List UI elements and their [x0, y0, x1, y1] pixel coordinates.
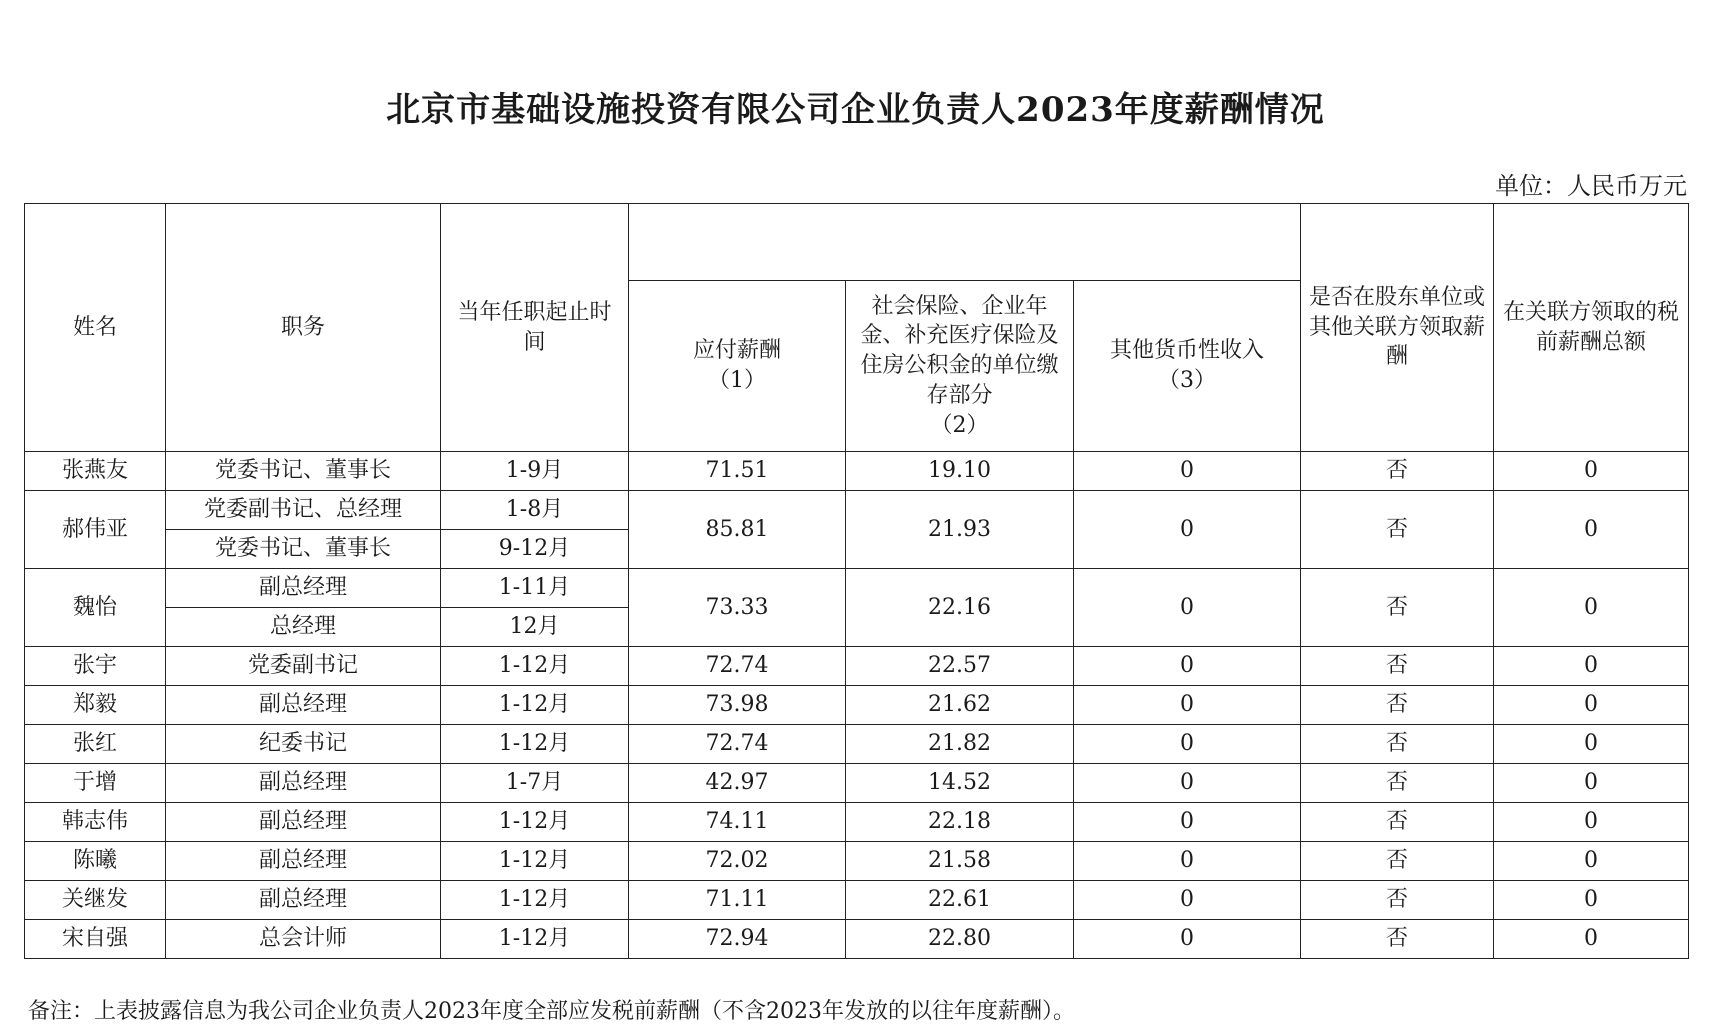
cell-social: 21.58	[846, 842, 1074, 881]
header-other: 其他货币性收入 （3）	[1074, 281, 1301, 452]
unit-label: 单位：人民币万元	[1495, 172, 1687, 200]
cell-related-total: 0	[1494, 725, 1689, 764]
cell-payable: 71.51	[629, 452, 846, 491]
cell-payable: 72.74	[629, 647, 846, 686]
table-row	[25, 764, 1689, 803]
header-payable: 应付薪酬 （1）	[629, 281, 846, 452]
cell-name: 张红	[25, 725, 166, 764]
cell-other: 0	[1074, 491, 1301, 569]
header-row-top	[25, 204, 1689, 281]
cell-position: 党委书记、董事长	[166, 530, 441, 569]
cell-period: 1-12月	[441, 803, 629, 842]
cell-period: 1-9月	[441, 452, 629, 491]
cell-name: 郑毅	[25, 686, 166, 725]
cell-period: 9-12月	[441, 530, 629, 569]
cell-period: 1-8月	[441, 491, 629, 530]
cell-period: 1-11月	[441, 569, 629, 608]
footnote: 备注：上表披露信息为我公司企业负责人2023年度全部应发税前薪酬（不含2023年发放的以往年度薪酬）。	[28, 999, 1075, 1024]
cell-social: 22.16	[846, 569, 1074, 647]
cell-shareholder: 否	[1301, 491, 1494, 569]
cell-shareholder: 否	[1301, 725, 1494, 764]
cell-name: 关继发	[25, 881, 166, 920]
table-row	[25, 452, 1689, 491]
table-row	[25, 920, 1689, 959]
cell-related-total: 0	[1494, 647, 1689, 686]
cell-name: 张燕友	[25, 452, 166, 491]
cell-social: 22.80	[846, 920, 1074, 959]
header-social: 社会保险、企业年金、补充医疗保险及住房公积金的单位缴存部分 （2）	[846, 281, 1074, 452]
cell-name: 魏怡	[25, 569, 166, 647]
cell-other: 0	[1074, 881, 1301, 920]
cell-payable: 85.81	[629, 491, 846, 569]
cell-position: 纪委书记	[166, 725, 441, 764]
table-row	[25, 842, 1689, 881]
cell-payable: 73.33	[629, 569, 846, 647]
cell-position: 党委副书记	[166, 647, 441, 686]
cell-payable: 72.94	[629, 920, 846, 959]
cell-position: 党委副书记、总经理	[166, 491, 441, 530]
cell-payable: 72.02	[629, 842, 846, 881]
cell-related-total: 0	[1494, 920, 1689, 959]
cell-position: 副总经理	[166, 764, 441, 803]
header-group-blank	[629, 204, 1301, 281]
cell-period: 12月	[441, 608, 629, 647]
cell-name: 郝伟亚	[25, 491, 166, 569]
salary-table	[24, 203, 1689, 959]
cell-other: 0	[1074, 569, 1301, 647]
cell-name: 宋自强	[25, 920, 166, 959]
cell-position: 副总经理	[166, 569, 441, 608]
cell-position: 总经理	[166, 608, 441, 647]
cell-social: 22.18	[846, 803, 1074, 842]
cell-shareholder: 否	[1301, 569, 1494, 647]
cell-other: 0	[1074, 686, 1301, 725]
cell-payable: 71.11	[629, 881, 846, 920]
cell-name: 张宇	[25, 647, 166, 686]
cell-related-total: 0	[1494, 569, 1689, 647]
table-row	[25, 647, 1689, 686]
cell-position: 总会计师	[166, 920, 441, 959]
cell-shareholder: 否	[1301, 647, 1494, 686]
cell-related-total: 0	[1494, 764, 1689, 803]
cell-position: 党委书记、董事长	[166, 452, 441, 491]
cell-other: 0	[1074, 842, 1301, 881]
cell-social: 21.62	[846, 686, 1074, 725]
cell-related-total: 0	[1494, 881, 1689, 920]
cell-payable: 72.74	[629, 725, 846, 764]
cell-position: 副总经理	[166, 686, 441, 725]
table-row	[25, 569, 1689, 608]
cell-related-total: 0	[1494, 686, 1689, 725]
cell-shareholder: 否	[1301, 803, 1494, 842]
cell-period: 1-12月	[441, 725, 629, 764]
cell-other: 0	[1074, 452, 1301, 491]
cell-payable: 73.98	[629, 686, 846, 725]
cell-other: 0	[1074, 647, 1301, 686]
cell-period: 1-12月	[441, 842, 629, 881]
header-related-total: 在关联方领取的税前薪酬总额	[1494, 204, 1689, 452]
cell-shareholder: 否	[1301, 842, 1494, 881]
table-row	[25, 725, 1689, 764]
cell-other: 0	[1074, 764, 1301, 803]
cell-shareholder: 否	[1301, 764, 1494, 803]
cell-period: 1-12月	[441, 920, 629, 959]
cell-period: 1-12月	[441, 686, 629, 725]
cell-period: 1-12月	[441, 647, 629, 686]
cell-name: 于增	[25, 764, 166, 803]
cell-name: 韩志伟	[25, 803, 166, 842]
cell-other: 0	[1074, 920, 1301, 959]
table-row	[25, 803, 1689, 842]
table-row	[25, 491, 1689, 530]
cell-shareholder: 否	[1301, 881, 1494, 920]
cell-related-total: 0	[1494, 491, 1689, 569]
cell-period: 1-7月	[441, 764, 629, 803]
cell-payable: 74.11	[629, 803, 846, 842]
cell-related-total: 0	[1494, 842, 1689, 881]
cell-shareholder: 否	[1301, 686, 1494, 725]
cell-shareholder: 否	[1301, 452, 1494, 491]
cell-social: 22.61	[846, 881, 1074, 920]
table-row	[25, 881, 1689, 920]
header-name: 姓名	[25, 204, 166, 452]
cell-payable: 42.97	[629, 764, 846, 803]
cell-position: 副总经理	[166, 803, 441, 842]
cell-shareholder: 否	[1301, 920, 1494, 959]
cell-related-total: 0	[1494, 452, 1689, 491]
cell-other: 0	[1074, 725, 1301, 764]
cell-social: 19.10	[846, 452, 1074, 491]
cell-social: 22.57	[846, 647, 1074, 686]
page-title: 北京市基础设施投资有限公司企业负责人2023年度薪酬情况	[386, 90, 1325, 130]
cell-period: 1-12月	[441, 881, 629, 920]
header-position: 职务	[166, 204, 441, 452]
cell-social: 14.52	[846, 764, 1074, 803]
cell-other: 0	[1074, 803, 1301, 842]
cell-position: 副总经理	[166, 842, 441, 881]
header-shareholder: 是否在股东单位或其他关联方领取薪酬	[1301, 204, 1494, 452]
cell-position: 副总经理	[166, 881, 441, 920]
cell-related-total: 0	[1494, 803, 1689, 842]
cell-social: 21.93	[846, 491, 1074, 569]
cell-social: 21.82	[846, 725, 1074, 764]
header-period: 当年任职起止时间	[441, 204, 629, 452]
salary-table-body	[25, 204, 1689, 959]
table-row	[25, 686, 1689, 725]
cell-name: 陈曦	[25, 842, 166, 881]
